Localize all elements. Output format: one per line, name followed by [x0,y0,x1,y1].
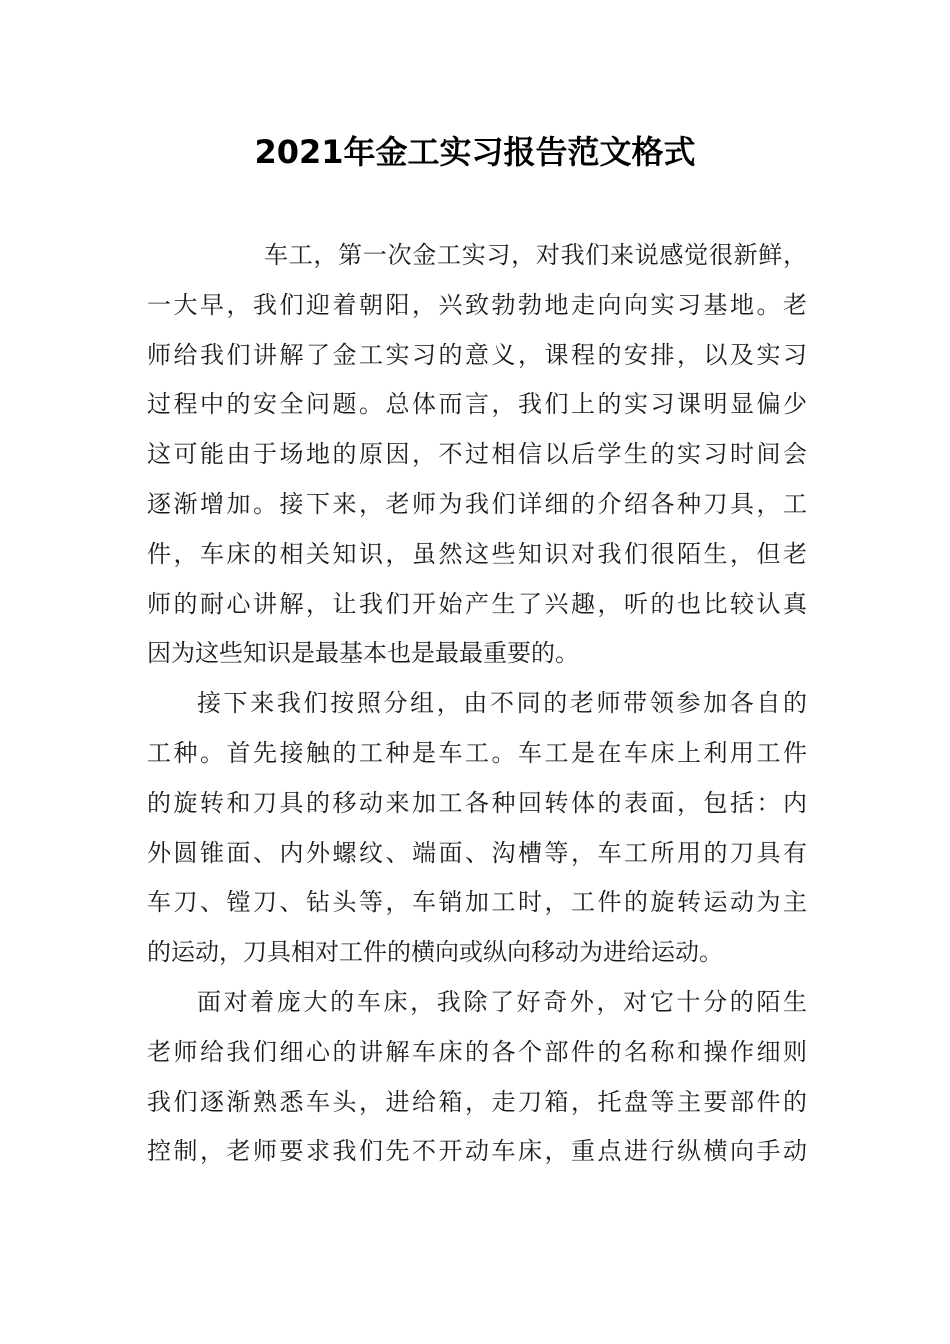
document-body [147,231,807,1177]
paragraph-1-line-5: 这可能由于场地的原因，不过相信以后学生的实习时间会 [147,440,807,469]
paragraph-2-line-6: 的运动，刀具相对工件的横向或纵向移动为进给运动。 [147,938,723,967]
paragraph-2-line-1: 接下来我们按照分组，由不同的老师带领参加各自的 [197,689,807,718]
paragraph-2-line-4: 外圆锥面、内外螺纹、端面、沟槽等，车工所用的刀具有 [147,838,807,867]
paragraph-1-line-4: 过程中的安全问题。总体而言，我们上的实习课明显偏少 [147,390,807,419]
paragraph-1-line-9: 因为这些知识是最基本也是最最重要的。 [147,639,579,668]
paragraph-1-line-1: 车工，第一次金工实习，对我们来说感觉很新鲜， [264,241,807,269]
paragraph-3-line-4: 控制，老师要求我们先不开动车床，重点进行纵横向手动 [147,1137,807,1166]
paragraph-2-line-3: 的旋转和刀具的移动来加工各种回转体的表面，包括：内 [147,788,807,817]
paragraph-3-line-3: 我们逐渐熟悉车头，进给箱，走刀箱，托盘等主要部件的 [147,1087,807,1116]
paragraph-1-line-6: 逐渐增加。接下来，老师为我们详细的介绍各种刀具，工 [147,489,807,518]
document-title: 2021年金工实习报告范文格式 [254,133,696,171]
paragraph-1-line-7: 件，车床的相关知识，虽然这些知识对我们很陌生，但老 [147,539,807,568]
paragraph-2-line-2: 工种。首先接触的工种是车工。车工是在车床上利用工件 [147,738,807,767]
paragraph-1-line-8: 师的耐心讲解，让我们开始产生了兴趣，听的也比较认真 [147,589,807,618]
paragraph-3-line-2: 老师给我们细心的讲解车床的各个部件的名称和操作细则 [147,1037,807,1066]
paragraph-1-line-2: 一大早，我们迎着朝阳，兴致勃勃地走向向实习基地。老 [147,290,807,319]
paragraph-1-line-3: 师给我们讲解了金工实习的意义，课程的安排，以及实习 [147,340,807,369]
paragraph-3-line-1: 面对着庞大的车床，我除了好奇外，对它十分的陌生 [197,987,807,1016]
paragraph-2-line-5: 车刀、镗刀、钻头等，车销加工时，工件的旋转运动为主 [147,888,807,917]
